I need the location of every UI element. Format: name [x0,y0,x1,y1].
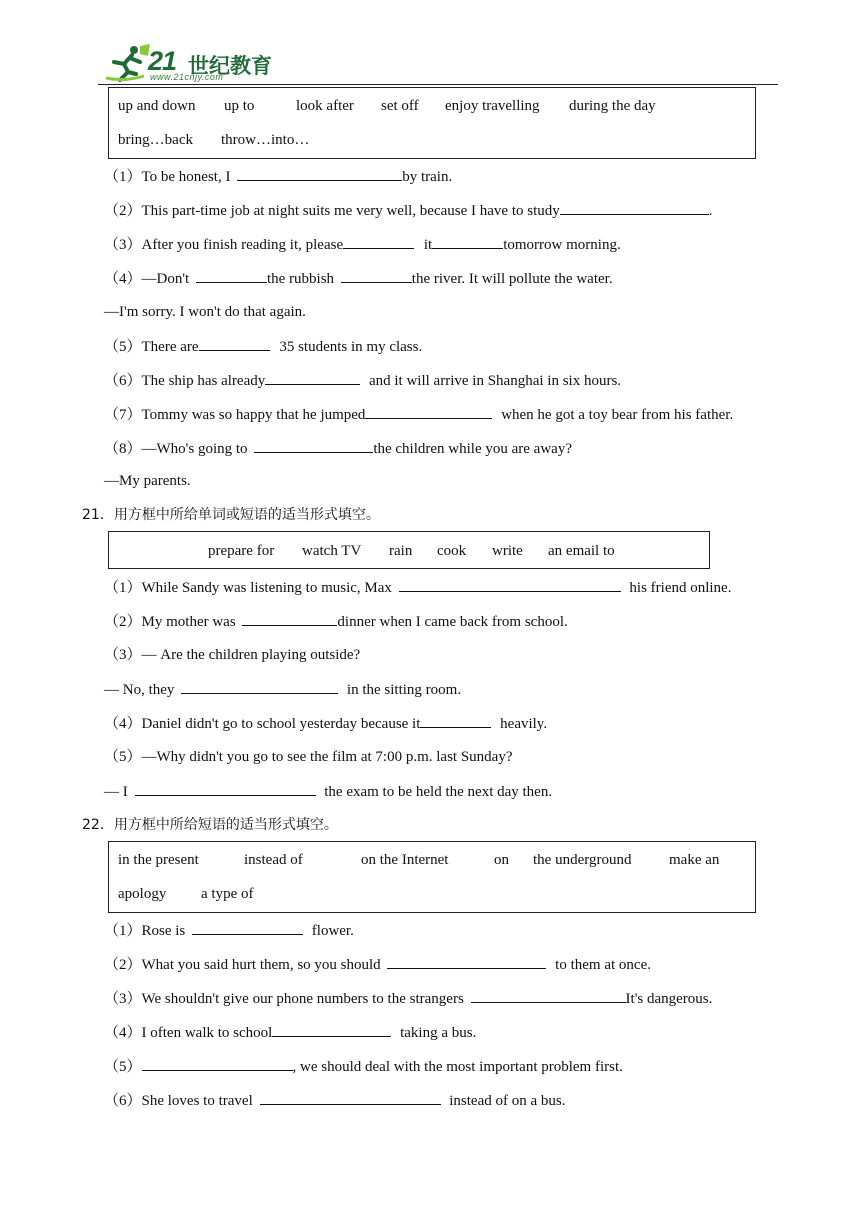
answer-blank[interactable] [196,269,267,283]
question-21-1: （1）While Sandy was listening to music, Max his friend online. [104,580,732,596]
box-word: in the present [118,852,199,868]
answer-blank[interactable] [471,989,626,1003]
question-20-4: （4）—Don't the rubbish the river. It will pollute the water. [104,271,613,287]
answer-blank[interactable] [365,405,492,419]
question-20-4-reply: —I'm sorry. I won't do that again. [104,304,306,320]
question-20-2: （2）This part-time job at night suits me very well, because I have to study . [104,203,713,219]
header-logo [104,44,274,84]
answer-blank[interactable] [237,167,402,181]
question-22-6: （6）She loves to travel instead of on a bus. [104,1093,566,1109]
answer-blank[interactable] [420,714,491,728]
question-20-8: （8）—Who's going to the children while you are away? [104,441,572,457]
box-word: rain [389,543,413,559]
question-20-7: （7）Tommy was so happy that he jumped when he got a toy bear from his father. [104,407,734,423]
box-word: set off [381,98,419,114]
box-word: enjoy travelling [445,98,540,114]
question-number: （5） [104,749,142,765]
logo-url: www.21cnjy.com [150,72,224,82]
question-20-5: （5）There are 35 students in my class. [104,339,423,355]
box-word: watch TV [302,543,362,559]
question-22-2: （2）What you said hurt them, so you should to them at once. [104,957,651,973]
answer-blank[interactable] [432,235,503,249]
answer-blank[interactable] [242,612,337,626]
box-word: look after [296,98,354,114]
question-number: （7） [104,407,142,423]
section-22-title: 22．用方框中所给短语的适当形式填空。 [82,817,338,833]
answer-blank[interactable] [135,782,316,796]
question-number: （1） [104,169,142,185]
question-number: （3） [104,237,142,253]
question-21-3: （3）— Are the children playing outside? [104,647,361,663]
answer-blank[interactable] [387,955,546,969]
answer-blank[interactable] [341,269,412,283]
question-20-8-reply: —My parents. [104,473,191,489]
answer-blank[interactable] [260,1091,441,1105]
answer-blank[interactable] [399,578,621,592]
question-22-4: （4）I often walk to school taking a bus. [104,1025,477,1041]
question-number: （2） [104,614,142,630]
section-21-title: 21．用方框中所给单词或短语的适当形式填空。 [82,507,380,523]
question-22-5: （5） , we should deal with the most important problem first. [104,1059,623,1075]
answer-blank[interactable] [272,1023,391,1037]
word-box-section20 [108,87,756,159]
runner-icon [104,44,150,84]
box-word: the underground [533,852,632,868]
question-20-1: （1）To be honest, I by train. [104,169,453,185]
question-20-3: （3）After you finish reading it, please it tomorrow morning. [104,237,621,253]
answer-blank[interactable] [560,201,709,215]
question-21-5: （5）—Why didn't you go to see the film at 7:00 p.m. last Sunday? [104,749,513,765]
question-number: （2） [104,203,142,219]
box-word: instead of [244,852,303,868]
section-number: 21． [82,507,114,523]
box-word: write [492,543,523,559]
answer-blank[interactable] [265,371,360,385]
box-word: cook [437,543,467,559]
question-number: （4） [104,1025,142,1041]
answer-blank[interactable] [142,1057,293,1071]
question-number: （5） [104,339,142,355]
question-number: （2） [104,957,142,973]
box-word: make an [669,852,720,868]
question-22-3: （3）We shouldn't give our phone numbers to the strangers It's dangerous. [104,991,713,1007]
question-number: （8） [104,441,142,457]
question-20-6: （6）The ship has already and it will arrive in Shanghai in six hours. [104,373,622,389]
question-number: （1） [104,580,142,596]
question-number: （4） [104,716,142,732]
question-number: （6） [104,373,142,389]
logo-chinese-text: 世纪教育 [188,54,272,78]
question-number: （1） [104,923,142,939]
answer-blank[interactable] [199,337,270,351]
box-word: bring…back [118,132,193,148]
question-21-4: （4）Daniel didn't go to school yesterday because it heavily. [104,716,548,732]
box-word: on the Internet [361,852,449,868]
question-21-2: （2）My mother was dinner when I came back from school. [104,614,568,630]
box-word: an email to [548,543,615,559]
question-21-3-reply: — No, they in the sitting room. [104,682,462,698]
box-word: on [494,852,509,868]
question-number: （5） [104,1059,142,1075]
answer-blank[interactable] [254,439,373,453]
box-word: a type of [201,886,254,902]
question-number: （4） [104,271,142,287]
answer-blank[interactable] [192,921,303,935]
question-number: （6） [104,1093,142,1109]
answer-blank[interactable] [343,235,414,249]
question-21-5-reply: — I the exam to be held the next day then. [104,784,553,800]
box-word: up and down [118,98,196,114]
box-word: prepare for [208,543,275,559]
logo-number: 21 [148,46,177,76]
header-rule [98,84,778,85]
box-word: during the day [569,98,656,114]
answer-blank[interactable] [181,680,338,694]
question-number: （3） [104,991,142,1007]
question-22-1: （1）Rose is flower. [104,923,354,939]
section-number: 22． [82,817,114,833]
question-number: （3） [104,647,142,663]
box-word: apology [118,886,167,902]
box-word: throw…into… [221,132,310,148]
box-word: up to [224,98,255,114]
